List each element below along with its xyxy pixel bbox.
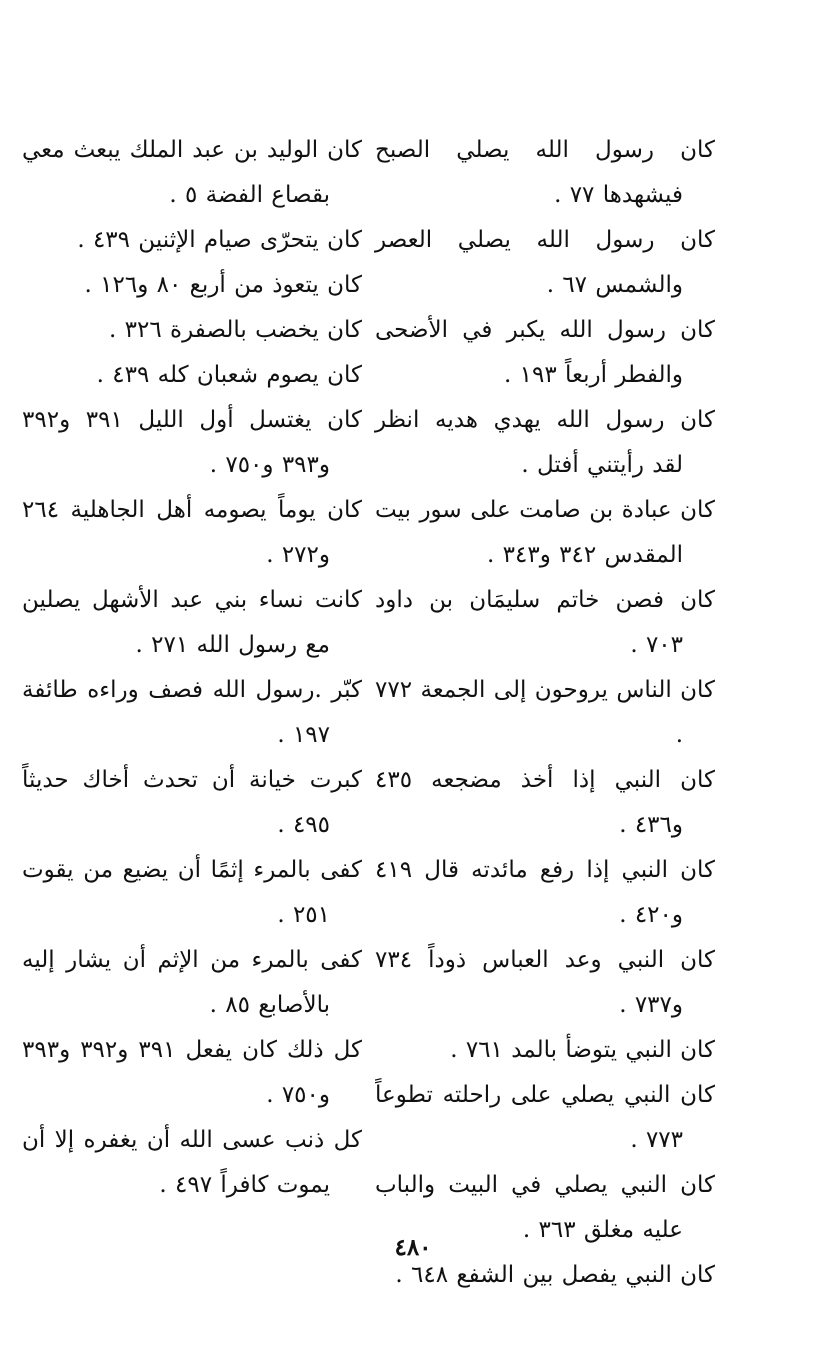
index-entry: كان يوماً يصومه أهل الجاهلية ٢٦٤ و٢٧٢ . bbox=[22, 497, 362, 568]
index-entry: كان يخضب بالصفرة ٣٢٦ . bbox=[109, 317, 362, 343]
index-entry: كان الناس يروحون إلى الجمعة ٧٧٢ . bbox=[375, 677, 715, 748]
index-column-left bbox=[22, 128, 362, 1298]
index-entry: كبرت خيانة أن تحدث أخاك حديثاً ٤٩٥ . bbox=[22, 767, 362, 838]
index-entry: كفى بالمرء من الإثم أن يشار إليه بالأصابع ٨٥ . bbox=[22, 947, 362, 1018]
index-entry: كان النبي إذا رفع مائدته قال ٤١٩ و٤٢٠ . bbox=[375, 857, 715, 928]
index-entry: كان النبي يصلي في البيت والباب عليه مغلق ٣٦٣ . bbox=[375, 1172, 715, 1243]
index-entry: كان يتعوذ من أربع ٨٠ و١٢٦ . bbox=[84, 272, 362, 298]
index-entry: كان رسول الله يكبر في الأضحى والفطر أربعاً ١٩٣ . bbox=[375, 317, 715, 388]
index-entry: كان يغتسل أول الليل ٣٩١ و٣٩٢ و٣٩٣ و٧٥٠ . bbox=[22, 407, 362, 478]
index-entry: كان رسول الله يهدي هديه انظر لقد رأيتني أفتل . bbox=[375, 407, 715, 478]
index-entry: كان الوليد بن عبد الملك يبعث معي بقصاع الفضة ٥ . bbox=[22, 137, 362, 208]
index-entry: كل ذنب عسى الله أن يغفره إلا أن يموت كافراً ٤٩٧ . bbox=[22, 1127, 362, 1198]
index-entry: كانت نساء بني عبد الأشهل يصلين مع رسول الله ٢٧١ . bbox=[22, 587, 362, 658]
index-entry: كان النبي يصلي على راحلته تطوعاً ٧٧٣ . bbox=[375, 1082, 715, 1153]
index-entry: كبّر .رسول الله فصف وراءه طائفة ١٩٧ . bbox=[22, 677, 362, 748]
index-entry: كان يتحرّى صيام الإثنين ٤٣٩ . bbox=[77, 227, 362, 253]
index-entry: كان رسول الله يصلي العصر والشمس ٦٧ . bbox=[375, 227, 715, 298]
index-entry: كان النبي وعد العباس ذوداً ٧٣٤ و٧٣٧ . bbox=[375, 947, 715, 1018]
index-entry: كان النبي يتوضأ بالمد ٧٦١ . bbox=[450, 1037, 715, 1063]
index-entry: كان النبي إذا أخذ مضجعه ٤٣٥ و٤٣٦ . bbox=[375, 767, 715, 838]
index-entry: كان رسول الله يصلي الصبح فيشهدها ٧٧ . bbox=[375, 137, 715, 208]
index-entry: كان النبي يفصل بين الشفع ٦٤٨ . bbox=[395, 1262, 715, 1288]
index-entry: كان يصوم شعبان كله ٤٣٩ . bbox=[96, 362, 362, 388]
page-number: ٤٨٠ bbox=[394, 1234, 432, 1261]
index-column-right bbox=[375, 128, 715, 1298]
index-entry: كفى بالمرء إثمًا أن يضيع من يقوت ٢٥١ . bbox=[22, 857, 362, 928]
index-entry: كل ذلك كان يفعل ٣٩١ و٣٩٢ و٣٩٣ و٧٥٠ . bbox=[22, 1037, 362, 1108]
index-entry: كان عبادة بن صامت على سور بيت المقدس ٣٤٢ و٣٤٣ . bbox=[375, 497, 715, 568]
index-columns bbox=[22, 128, 715, 1298]
index-entry: كان فصن خاتم سليمَان بن داود ٧٠٣ . bbox=[375, 587, 715, 658]
